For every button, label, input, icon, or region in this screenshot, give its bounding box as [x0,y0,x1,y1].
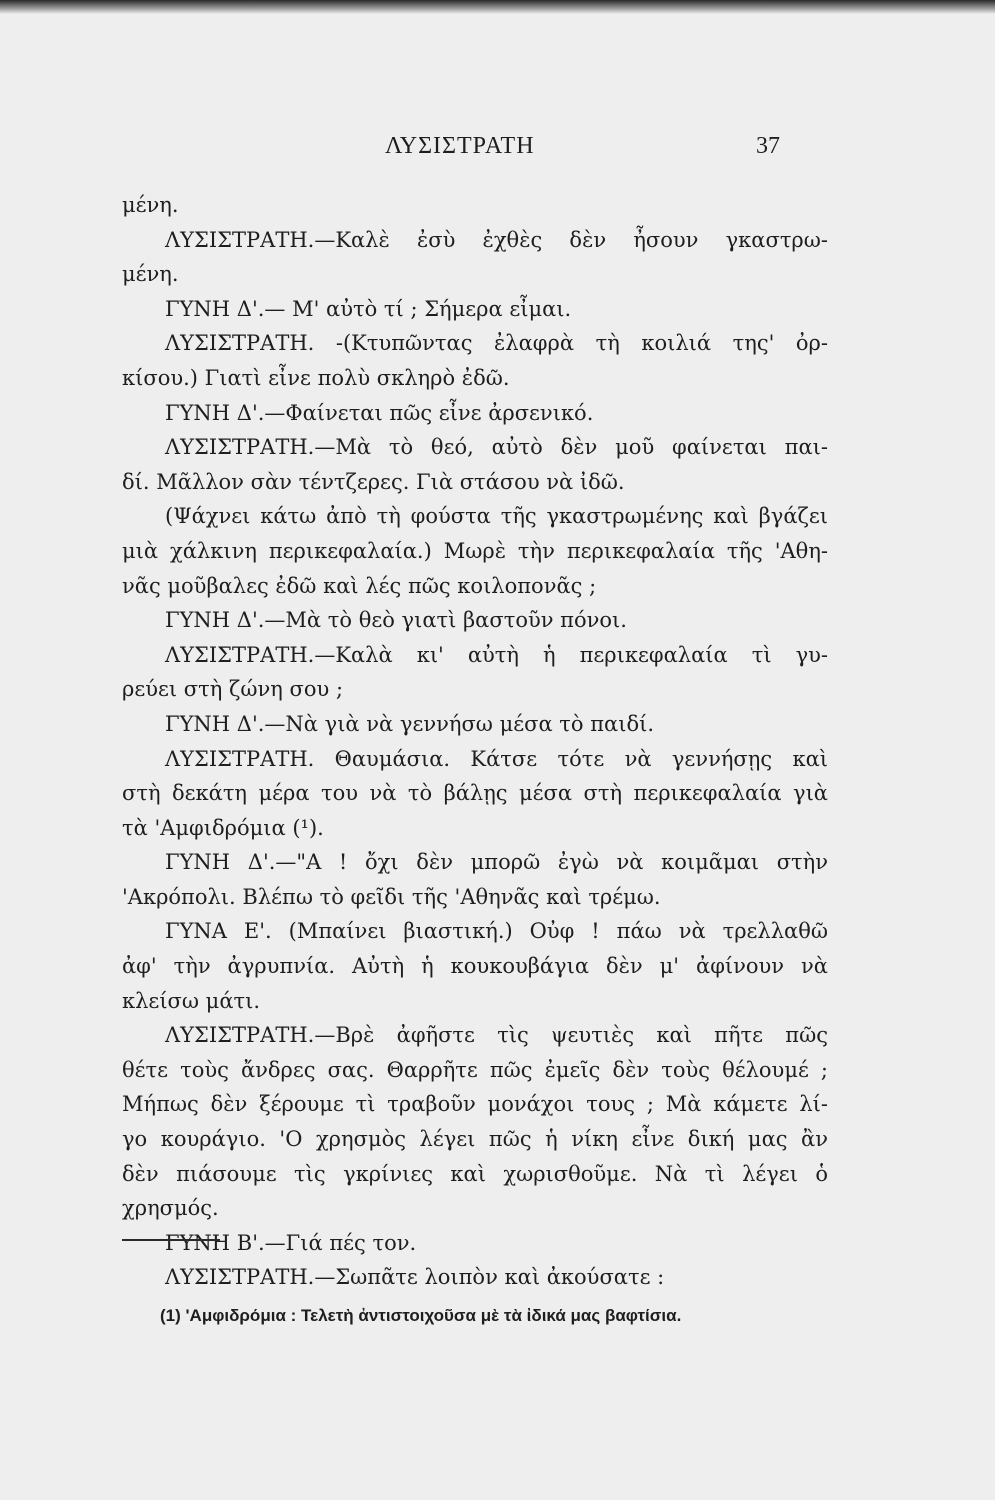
text-line: θέτε τοὺς ἄνδρες σας. Θαρρῆτε πῶς ἐμεῖς δὲν τοὺς θέλουμέ ; [122,1057,828,1082]
text-line: 'Ακρόπολι. Βλέπω τὸ φεῖδι τῆς 'Αθηνᾶς καὶ τρέμω. [122,884,661,909]
text-line: ΛΥΣΙΣΤΡΑΤΗ.—Καλὲ ἐσὺ ἐχθὲς δὲν ἦσουν γκαστρω- [165,227,828,252]
text-line: ρεύει στὴ ζώνη σου ; [122,677,344,702]
text-line: Μήπως δὲν ξέρουμε τὶ τραβοῦν μονάχοι τους ; Μὰ κάμετε λί- [122,1092,828,1117]
text-line: μένη. [122,262,179,287]
text-line: δί. Μᾶλλον σὰν τέντζερες. Γιὰ στάσου νὰ ἰδῶ. [122,469,625,494]
footnote: (1) 'Αμφιδρόμια : Τελετὴ ἀντιστοιχοῦσα μὲ τὰ ἰδικά μας βαφτίσια. [160,1306,682,1325]
text-line: ΓΥΝΗ Δ'.—"Α ! ὄχι δὲν μπορῶ ἐγὼ νὰ κοιμᾶμαι στὴν [165,850,828,875]
text-line: ΓΥΝΗ Δ'.—Μὰ τὸ θεὸ γιατὶ βαστοῦν πόνοι. [165,608,627,633]
text-line: ΛΥΣΙΣΤΡΑΤΗ.—Καλὰ κι' αὐτὴ ἡ περικεφαλαία τὶ γυ- [165,642,828,667]
text-line: μιὰ χάλκινη περικεφαλαία.) Μωρὲ τὴν περικεφαλαία τῆς 'Αθη- [122,538,828,563]
text-line: στὴ δεκάτη μέρα του νὰ τὸ βάλῃς μέσα στὴ περικεφαλαία γιὰ [122,781,828,806]
text-line: ΛΥΣΙΣΤΡΑΤΗ.—Μὰ τὸ θεό, αὐτὸ δὲν μοῦ φαίνεται παι- [165,435,828,460]
text-line: ΛΥΣΙΣΤΡΑΤΗ.—Σωπᾶτε λοιπὸν καὶ ἀκούσατε : [165,1265,665,1290]
text-line: ΓΥΝΗ Δ'.—Φαίνεται πῶς εἶνε ἀρσενικό. [165,400,594,425]
text-line: τὰ 'Αμφιδρόμια (¹). [122,815,324,840]
text-line: γο κουράγιο. 'Ο χρησμὸς λέγει πῶς ἡ νίκη εἶνε δική μας ἂν [122,1127,828,1152]
text-line: ΓΥΝΗ Δ'.— Μ' αὐτὸ τί ; Σήμερα εἶμαι. [165,296,572,321]
page-number: 37 [756,133,780,159]
text-line: ΛΥΣΙΣΤΡΑΤΗ. Θαυμάσια. Κάτσε τότε νὰ γεννήσῃς καὶ [165,746,828,771]
text-line: κλείσω μάτι. [122,988,261,1013]
text-line: χρησμός. [122,1196,219,1221]
text-line: ΛΥΣΙΣΤΡΑΤΗ. -(Κτυπῶντας ἐλαφρὰ τὴ κοιλιά της' ὀρ- [165,331,828,356]
running-head-title: ΛΥΣΙΣΤΡΑΤΗ [385,133,535,159]
text-line: ΓΥΝΑ Ε'. (Μπαίνει βιαστική.) Οὐφ ! πάω νὰ τρελλαθῶ [165,919,828,944]
text-line: ΓΥΝΗ Β'.—Γιά πές τον. [165,1230,417,1255]
stage-direction-line: (Ψάχνει κάτω ἀπὸ τὴ φούστα τῆς γκαστρωμένης καὶ βγάζει [165,504,828,529]
footnote-separator [122,1239,220,1241]
text-line: ἀφ' τὴν ἀγρυπνία. Αὐτὴ ἡ κουκουβάγια δὲν μ' ἀφίνουν νὰ [122,954,828,979]
text-line: νᾶς μοῦβαλες ἐδῶ καὶ λές πῶς κοιλοπονᾶς ; [122,573,597,598]
text-line: ΛΥΣΙΣΤΡΑΤΗ.—Βρὲ ἀφῆστε τὶς ψευτιὲς καὶ πῆτε πῶς [165,1023,828,1048]
text-line: δὲν πιάσουμε τὶς γκρίνιες καὶ χωρισθοῦμε. Νὰ τὶ λέγει ὁ [122,1161,828,1186]
text-line: κίσου.) Γιατὶ εἶνε πολὺ σκληρὸ ἐδῶ. [122,365,510,390]
text-line: ΓΥΝΗ Δ'.—Νὰ γιὰ νὰ γεννήσω μέσα τὸ παιδί. [165,711,655,736]
text-line: μένη. [122,193,179,217]
body-text [122,188,828,1295]
